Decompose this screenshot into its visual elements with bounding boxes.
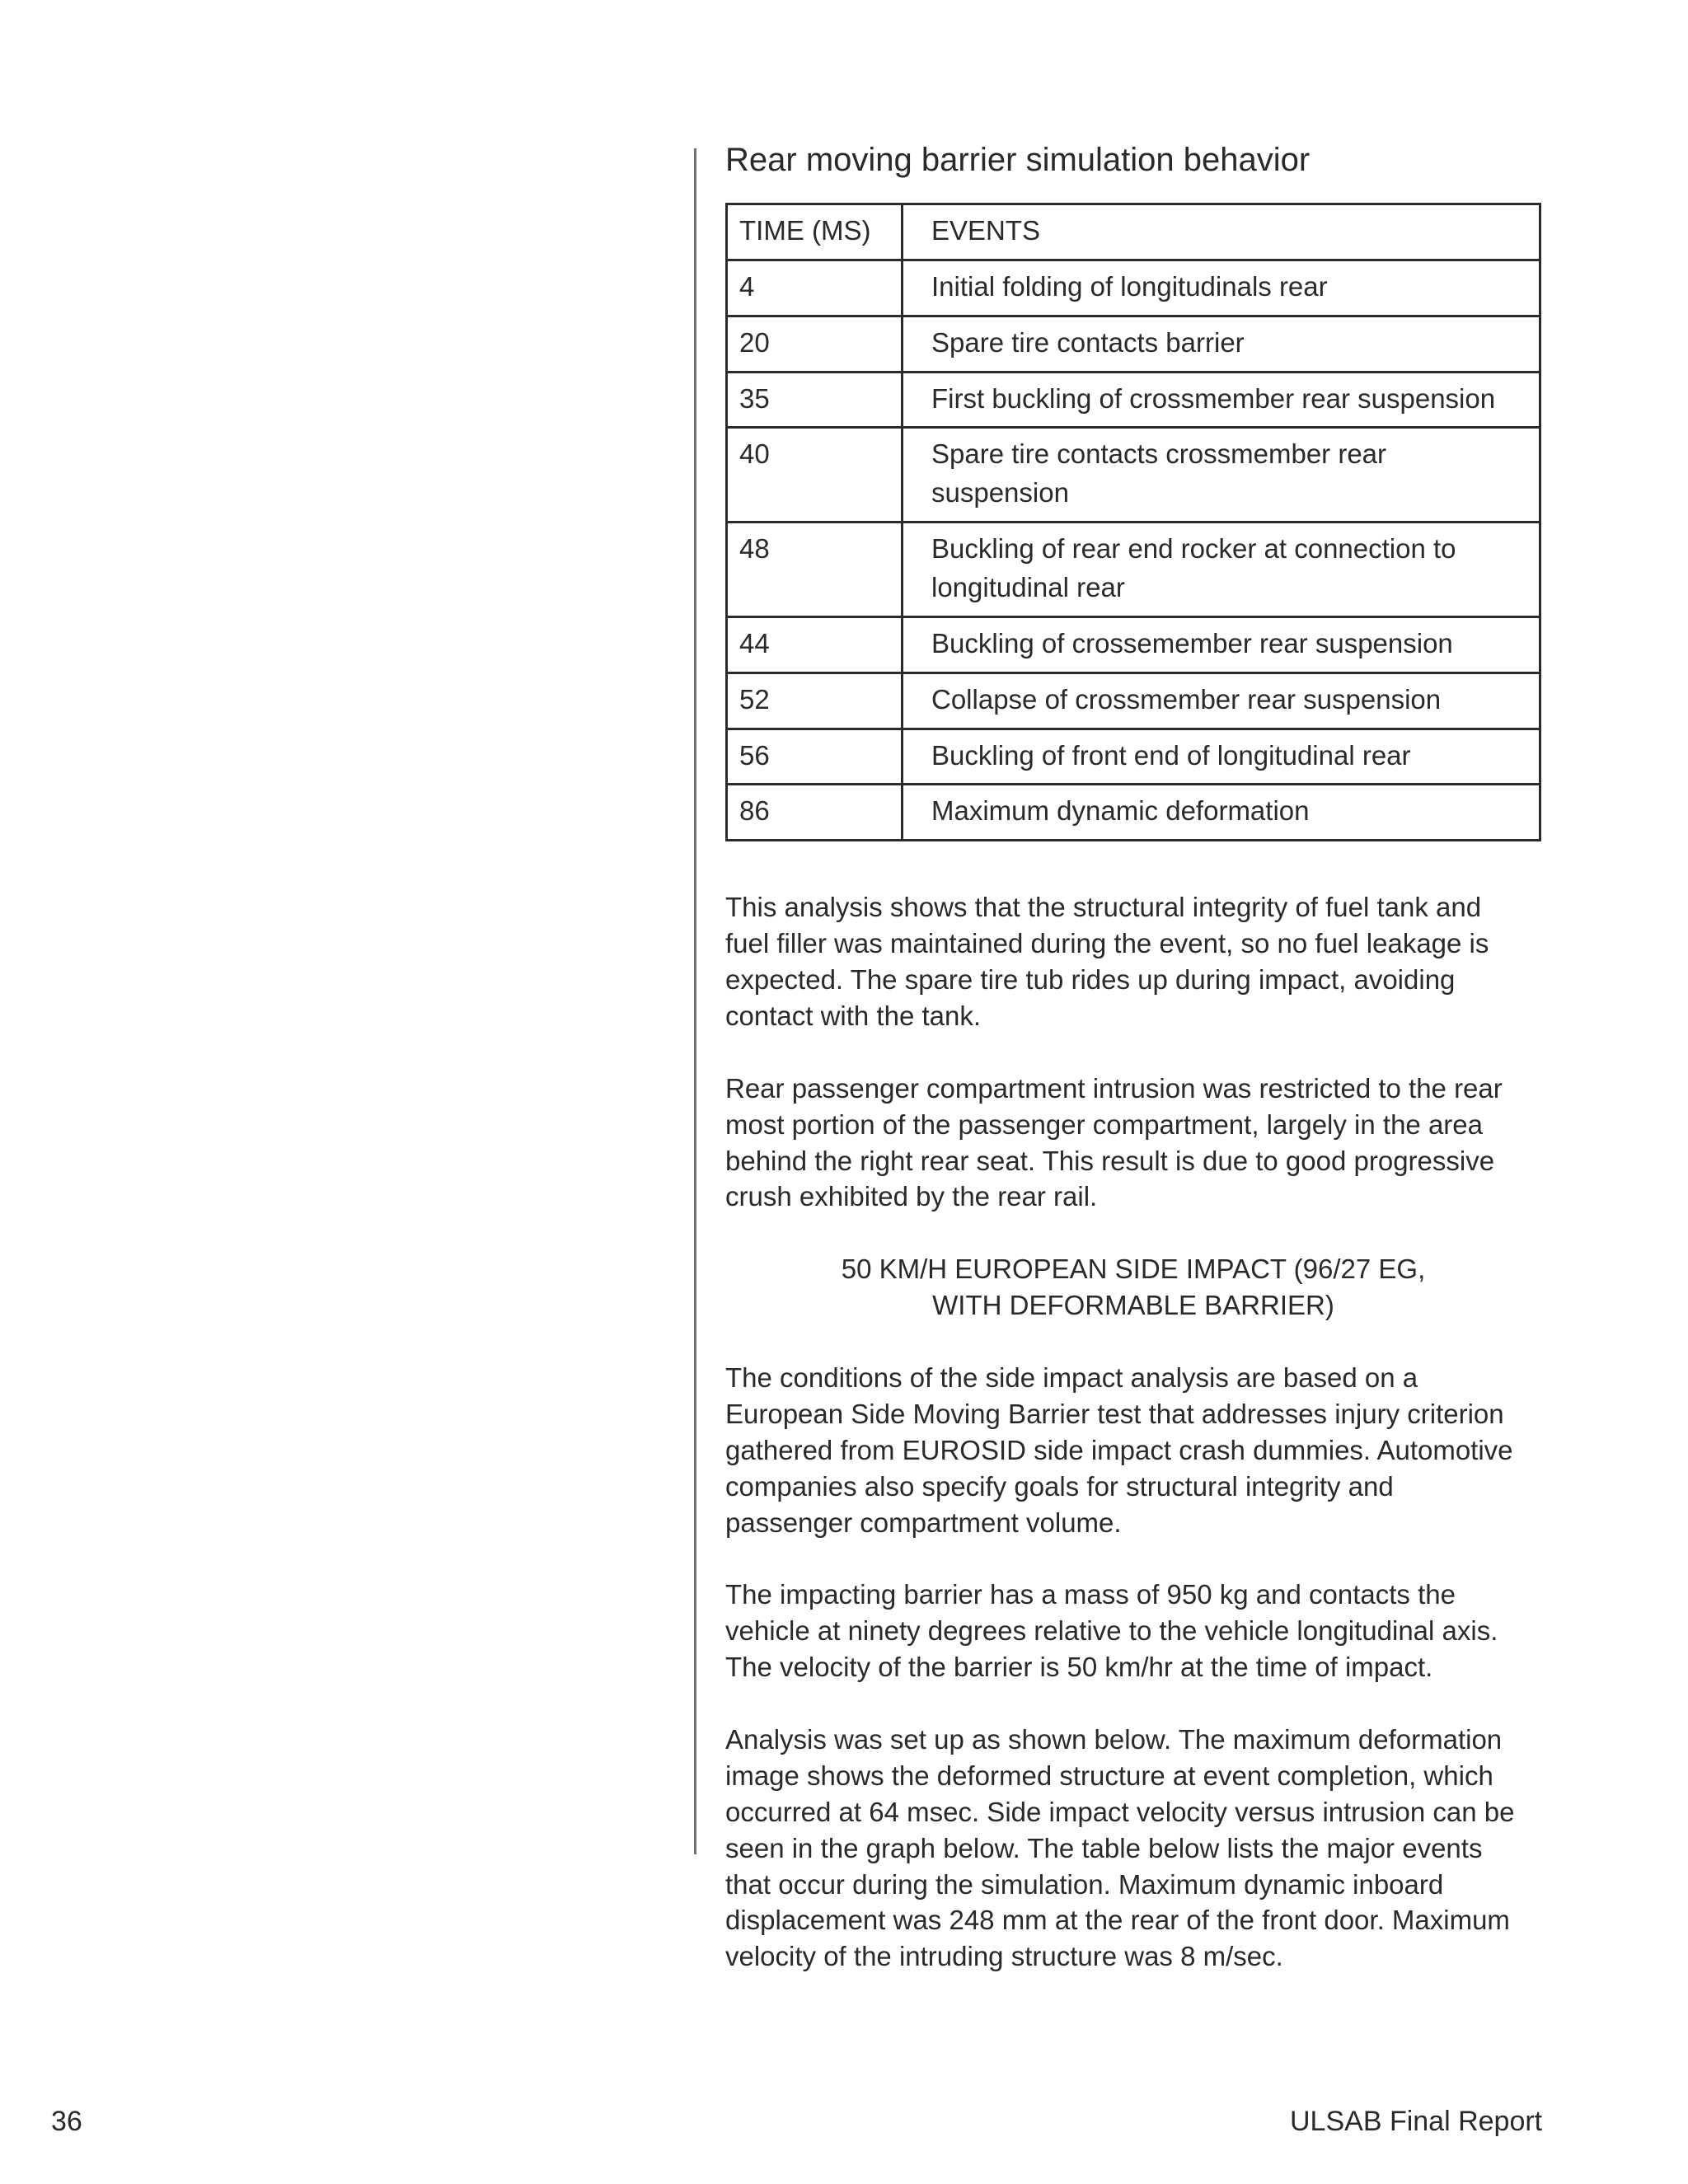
- time-cell: 56: [727, 729, 903, 785]
- events-table: [725, 203, 1541, 841]
- event-cell: Spare tire contacts barrier: [903, 316, 1540, 372]
- table-row: [727, 260, 1540, 316]
- paragraph-fuel-integrity: This analysis shows that the structural integrity of fuel tank and fuel filler was maintained during the event, so no fuel leakage is expected. The spare tire tub rides up during impact, avoiding contact with the tank.: [725, 892, 1489, 1031]
- time-cell: 35: [727, 372, 903, 428]
- table-row: [727, 785, 1540, 841]
- table-row: [727, 729, 1540, 785]
- time-cell: 52: [727, 673, 903, 729]
- header-events: EVENTS: [903, 204, 1540, 260]
- table-row: [727, 523, 1540, 617]
- report-title: ULSAB Final Report: [1290, 2106, 1543, 2137]
- event-cell: Buckling of front end of longitudinal rear: [903, 729, 1540, 785]
- event-cell: Collapse of crossmember rear suspension: [903, 673, 1540, 729]
- paragraph-side-conditions: The conditions of the side impact analysis are based on a European Side Moving Barrier test that addresses injury criterion gathered from EUROSID side impact crash dummies. Automotive companies also specify goals for structural integrity and passenger compartment volume.: [725, 1362, 1513, 1538]
- event-cell: Buckling of rear end rocker at connection to longitudinal rear: [903, 523, 1540, 617]
- time-cell: 44: [727, 616, 903, 673]
- table-header-row: [727, 204, 1540, 260]
- table-row: [727, 428, 1540, 523]
- event-cell: Spare tire contacts crossmember rear suspension: [903, 428, 1540, 523]
- event-cell: Buckling of crossemember rear suspension: [903, 616, 1540, 673]
- paragraph-barrier-mass: The impacting barrier has a mass of 950 kg and contacts the vehicle at ninety degrees relative to the vehicle longitudinal axis. The velocity of the barrier is 50 km/hr at the time of impact.: [725, 1579, 1498, 1683]
- table-row: [727, 616, 1540, 673]
- paragraph-analysis-setup: Analysis was set up as shown below. The maximum deformation image shows the deformed structure at event completion, which occurred at 64 msec. Side impact velocity versus intrusion can be seen in the graph below. The table below lists the major events that occur during the simulation. Maximum dynamic inboard displacement was 248 mm at the rear of the front door. Maximum velocity of the intruding structure was 8 m/sec.: [725, 1724, 1515, 1972]
- side-impact-heading: 50 KM/H EUROPEAN SIDE IMPACT (96/27 EG, WITH DEFORMABLE BARRIER): [841, 1254, 1426, 1321]
- time-cell: 4: [727, 260, 903, 316]
- event-cell: Maximum dynamic deformation: [903, 785, 1540, 841]
- main-content: [725, 140, 1550, 1975]
- table-row: [727, 316, 1540, 372]
- time-cell: 86: [727, 785, 903, 841]
- time-cell: 48: [727, 523, 903, 617]
- margin-rule: [694, 148, 696, 1854]
- time-cell: 40: [727, 428, 903, 523]
- table-row: [727, 673, 1540, 729]
- time-cell: 20: [727, 316, 903, 372]
- header-time: TIME (MS): [727, 204, 903, 260]
- event-cell: First buckling of crossmember rear suspension: [903, 372, 1540, 428]
- table-row: [727, 372, 1540, 428]
- event-cell: Initial folding of longitudinals rear: [903, 260, 1540, 316]
- paragraph-rear-intrusion: Rear passenger compartment intrusion was restricted to the rear most portion of the passenger compartment, largely in the area behind the right rear seat. This result is due to good progressive crush exhibited by the rear rail.: [725, 1072, 1503, 1212]
- page-number: 36: [51, 2106, 82, 2137]
- section-title: Rear moving barrier simulation behavior: [725, 142, 1311, 178]
